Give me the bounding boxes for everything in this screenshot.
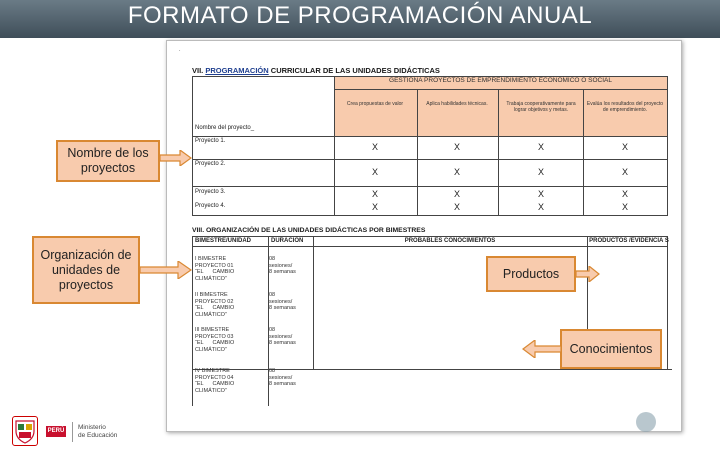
duracion-value: sesiones/: [269, 262, 293, 269]
duracion-value: 8 semanas: [269, 305, 296, 311]
ministerio-label: [78, 424, 117, 439]
arrow-right-icon: [160, 150, 192, 166]
col-header-duracion: DURACIÓN: [271, 238, 304, 244]
section-7-underlined: PROGRAMACIÓN: [205, 66, 269, 75]
minedu-logo: [10, 412, 144, 448]
arrow-right-icon: [576, 266, 600, 282]
bimestre-cell: [195, 256, 234, 282]
bimestre-label: IV BIMESTRE: [195, 368, 230, 374]
bimestre-cell: [195, 368, 234, 394]
row-label: Proyecto 2.: [195, 161, 226, 167]
proyecto-label: PROYECTO 01: [195, 262, 234, 269]
callout-productos: Productos: [486, 256, 576, 292]
duracion-value: sesiones/: [269, 333, 293, 340]
proyecto-name: “EL CAMBIO: [195, 269, 235, 275]
table7-col-3: [498, 89, 499, 216]
proyecto-name: “EL CAMBIO: [195, 305, 235, 311]
callout-organizacion-unidades: Organización de unidades de proyectos: [32, 236, 140, 304]
row-label: Proyecto 1.: [195, 138, 226, 144]
mark-x: X: [371, 189, 378, 199]
proyecto-label: PROYECTO 03: [195, 333, 234, 340]
proyecto-label: PROYECTO 02: [195, 298, 234, 305]
callout-nombre-proyectos: Nombre de los proyectos: [56, 140, 160, 182]
table8-border-left: [192, 236, 193, 406]
mark-x: X: [371, 142, 378, 152]
document-page: [166, 40, 682, 432]
logo-divider: [72, 422, 73, 442]
doc-dot: .: [179, 47, 181, 53]
section-8-title: VIII. ORGANIZACIÓN DE LAS UNIDADES DIDÁCTICAS POR BIMESTRES: [192, 227, 426, 234]
proyecto-name: CLIMÁTICO”: [195, 346, 227, 353]
table7-line-1: [192, 136, 667, 137]
ministerio-text: Ministerio: [78, 424, 106, 431]
educacion-text: de Educación: [78, 431, 118, 439]
table7-border-bottom: [192, 215, 667, 216]
mark-x: X: [537, 189, 544, 199]
duracion-cell: [269, 368, 296, 388]
table7-border-left: [192, 76, 193, 216]
duracion-value: 8 semanas: [269, 381, 296, 387]
duracion-value: 08: [269, 327, 276, 333]
table7-col-2: [417, 89, 418, 216]
decorative-circle: [636, 412, 656, 432]
row-label: Proyecto 4.: [195, 203, 226, 209]
section-7-title: [192, 66, 440, 75]
duracion-value: sesiones/: [269, 298, 293, 305]
mark-x: X: [537, 142, 544, 152]
table7-line-competencia: [334, 89, 667, 90]
table7-col-1: [334, 76, 335, 216]
arrow-left-icon: [522, 340, 562, 358]
duracion-cell: [269, 292, 296, 312]
bimestre-cell: [195, 292, 234, 318]
mark-x: X: [621, 202, 628, 212]
arrow-right-icon: [140, 261, 192, 279]
mark-x: X: [621, 167, 628, 177]
section-7-prefix: VII.: [192, 66, 206, 75]
mark-x: X: [453, 167, 460, 177]
col-header-conocimientos: PROBABLES CONOCIMIENTOS: [404, 238, 496, 244]
table8-border-right: [667, 236, 668, 369]
mark-x: X: [453, 202, 460, 212]
row-label: Proyecto 3.: [195, 189, 226, 195]
title-bar: [0, 0, 720, 38]
duracion-value: 8 semanas: [269, 269, 296, 275]
capacidad-4: Evalúa los resultados del proyecto de emprendimiento.: [586, 101, 664, 113]
col-header-productos: PRODUCTOS /EVIDENCIA S: [589, 238, 669, 244]
proyecto-label: PROYECTO 04: [195, 374, 234, 381]
bimestre-label: II BIMESTRE: [195, 292, 228, 298]
capacidad-2: Aplica habilidades técnicas.: [426, 101, 488, 107]
duracion-value: sesiones/: [269, 374, 293, 381]
duracion-value: 08: [269, 368, 276, 374]
proyecto-name: CLIMÁTICO”: [195, 275, 227, 282]
table7-border-right: [667, 76, 668, 216]
col-header-bimestre: BIMESTRE/UNIDAD: [195, 238, 252, 244]
peru-label: PERÚ: [46, 426, 66, 437]
competencia-header: GESTIONA PROYECTOS DE EMPRENDIMIENTO ECONÓMICO O SOCIAL: [389, 77, 612, 84]
duracion-cell: [269, 256, 296, 276]
proyecto-name: CLIMÁTICO”: [195, 387, 227, 394]
proyecto-name: “EL CAMBIO: [195, 381, 235, 387]
table7-col-4: [583, 89, 584, 216]
proyecto-name: CLIMÁTICO”: [195, 311, 227, 318]
table8-col-2: [313, 236, 314, 369]
table8-border-top: [192, 236, 667, 237]
mark-x: X: [371, 167, 378, 177]
section-7-rest: CURRICULAR DE LAS UNIDADES DIDÁCTICAS: [268, 66, 440, 75]
mark-x: X: [537, 167, 544, 177]
bimestre-label: I BIMESTRE: [195, 256, 227, 262]
duracion-cell: [269, 327, 296, 347]
table7-line-2: [192, 159, 667, 160]
table7-border-top: [192, 76, 667, 77]
duracion-value: 08: [269, 256, 276, 262]
proyecto-name: “EL CAMBIO: [195, 340, 235, 346]
slide-title: FORMATO DE PROGRAMACIÓN ANUAL: [127, 2, 593, 29]
bimestre-cell: [195, 327, 234, 353]
mark-x: X: [621, 142, 628, 152]
mark-x: X: [453, 189, 460, 199]
table8-header-line: [192, 246, 667, 247]
nombre-proyecto-label: Nombre del proyecto_: [195, 125, 255, 131]
bimestre-label: III BIMESTRE: [195, 327, 230, 333]
mark-x: X: [371, 202, 378, 212]
capacidad-1: Crea propuestas de valor: [346, 101, 404, 107]
duracion-value: 08: [269, 292, 276, 298]
mark-x: X: [537, 202, 544, 212]
table7-line-3: [192, 186, 667, 187]
duracion-value: 8 semanas: [269, 340, 296, 346]
mark-x: X: [453, 142, 460, 152]
capacidad-3: Trabaja cooperativamente para lograr objetivos y metas.: [506, 101, 576, 113]
mark-x: X: [621, 189, 628, 199]
shield-icon: [12, 416, 38, 446]
callout-conocimientos: Conocimientos: [560, 329, 662, 369]
table8-line-row4: [192, 369, 672, 370]
